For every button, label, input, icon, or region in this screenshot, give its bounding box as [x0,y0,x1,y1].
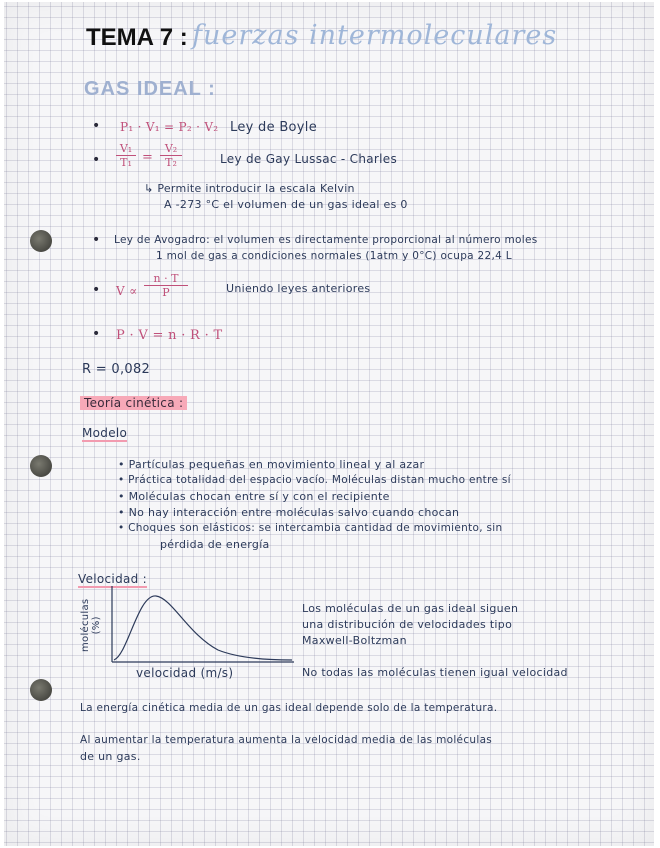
model-point-4: • No hay interacción entre moléculas salvo cuando chocan [118,506,460,519]
proportional-sign: V ∝ [116,284,138,298]
avogadro-line-1: Ley de Avogadro: el volumen es directamente proporcional al número moles [114,234,538,246]
distribution-text-1: Los moléculas de un gas ideal siguen [302,602,519,615]
kelvin-note: ↳ Permite introducir la escala Kelvin [144,182,355,195]
section-heading-kinetic: Teoría cinética : [80,396,187,410]
model-point-5-continuation: pérdida de energía [160,538,270,551]
distribution-curve [114,596,292,660]
page-title-accent: fuerzas intermoleculares [192,20,558,51]
binder-hole-middle [30,455,52,477]
graph-y-label: moléculas (%) [80,598,102,652]
fraction-v2-t2: $\frac{\text{V₂}}{\text{T₂}}$ [160,142,182,169]
page-title: TEMA 7 : [86,24,188,51]
combined-note: Uniendo leyes anteriores [226,282,371,295]
subheading-model: Modelo [82,426,128,440]
absolute-zero-note: A -273 °C el volumen de un gas ideal es 0 [164,198,408,211]
avogadro-line-2: 1 mol de gas a condiciones normales (1atm y 0°C) ocupa 22,4 L [156,250,512,262]
boyle-law-label: Ley de Boyle [230,120,317,135]
notebook-page [4,2,654,846]
model-point-5: • Choques son elásticos: se intercambia cantidad de movimiento, sin [118,522,503,534]
fraction-nt-p: $\frac{n \cdot T}{P}$ [144,272,188,299]
binder-hole-top [30,230,52,252]
model-point-1: • Partículas pequeñas en movimiento lineal y al azar [118,458,425,471]
temperature-line-1: Al aumentar la temperatura aumenta la velocidad media de las moléculas [80,734,493,746]
distribution-text-2: una distribución de velocidades tipo [302,618,513,631]
fraction-v1-t1: $\frac{\text{V₁}}{\text{T₁}}$ [116,142,136,169]
r-constant: R = 0,082 [82,362,151,377]
gay-lussac-law-label: Ley de Gay Lussac - Charles [220,152,397,166]
bullet: • [92,326,101,342]
boyle-formula: P₁ · V₁ = P₂ · V₂ [120,120,219,134]
temperature-line-2: de un gas. [80,750,141,763]
ideal-gas-law: P · V = n · R · T [116,328,223,343]
binder-hole-bottom [30,679,52,701]
subheading-velocity: Velocidad : [78,572,148,586]
equals-sign: = [142,150,154,165]
energy-line: La energía cinética media de un gas ideal depende solo de la temperatura. [80,702,498,714]
bullet: • [92,152,101,168]
model-point-2: • Práctica totalidad del espacio vacío. Moléculas distan mucho entre sí [118,474,511,486]
distribution-text-3: Maxwell-Boltzman [302,634,407,647]
bullet: • [92,282,101,298]
bullet: • [92,118,101,134]
bullet: • [92,232,101,248]
not-all-same-velocity: No todas las moléculas tienen igual velocidad [302,666,568,679]
maxwell-boltzmann-graph [108,584,298,664]
graph-x-label: velocidad (m/s) [136,666,234,680]
section-heading-gas-ideal: GAS IDEAL : [84,78,216,100]
model-point-3: • Moléculas chocan entre sí y con el recipiente [118,490,390,503]
